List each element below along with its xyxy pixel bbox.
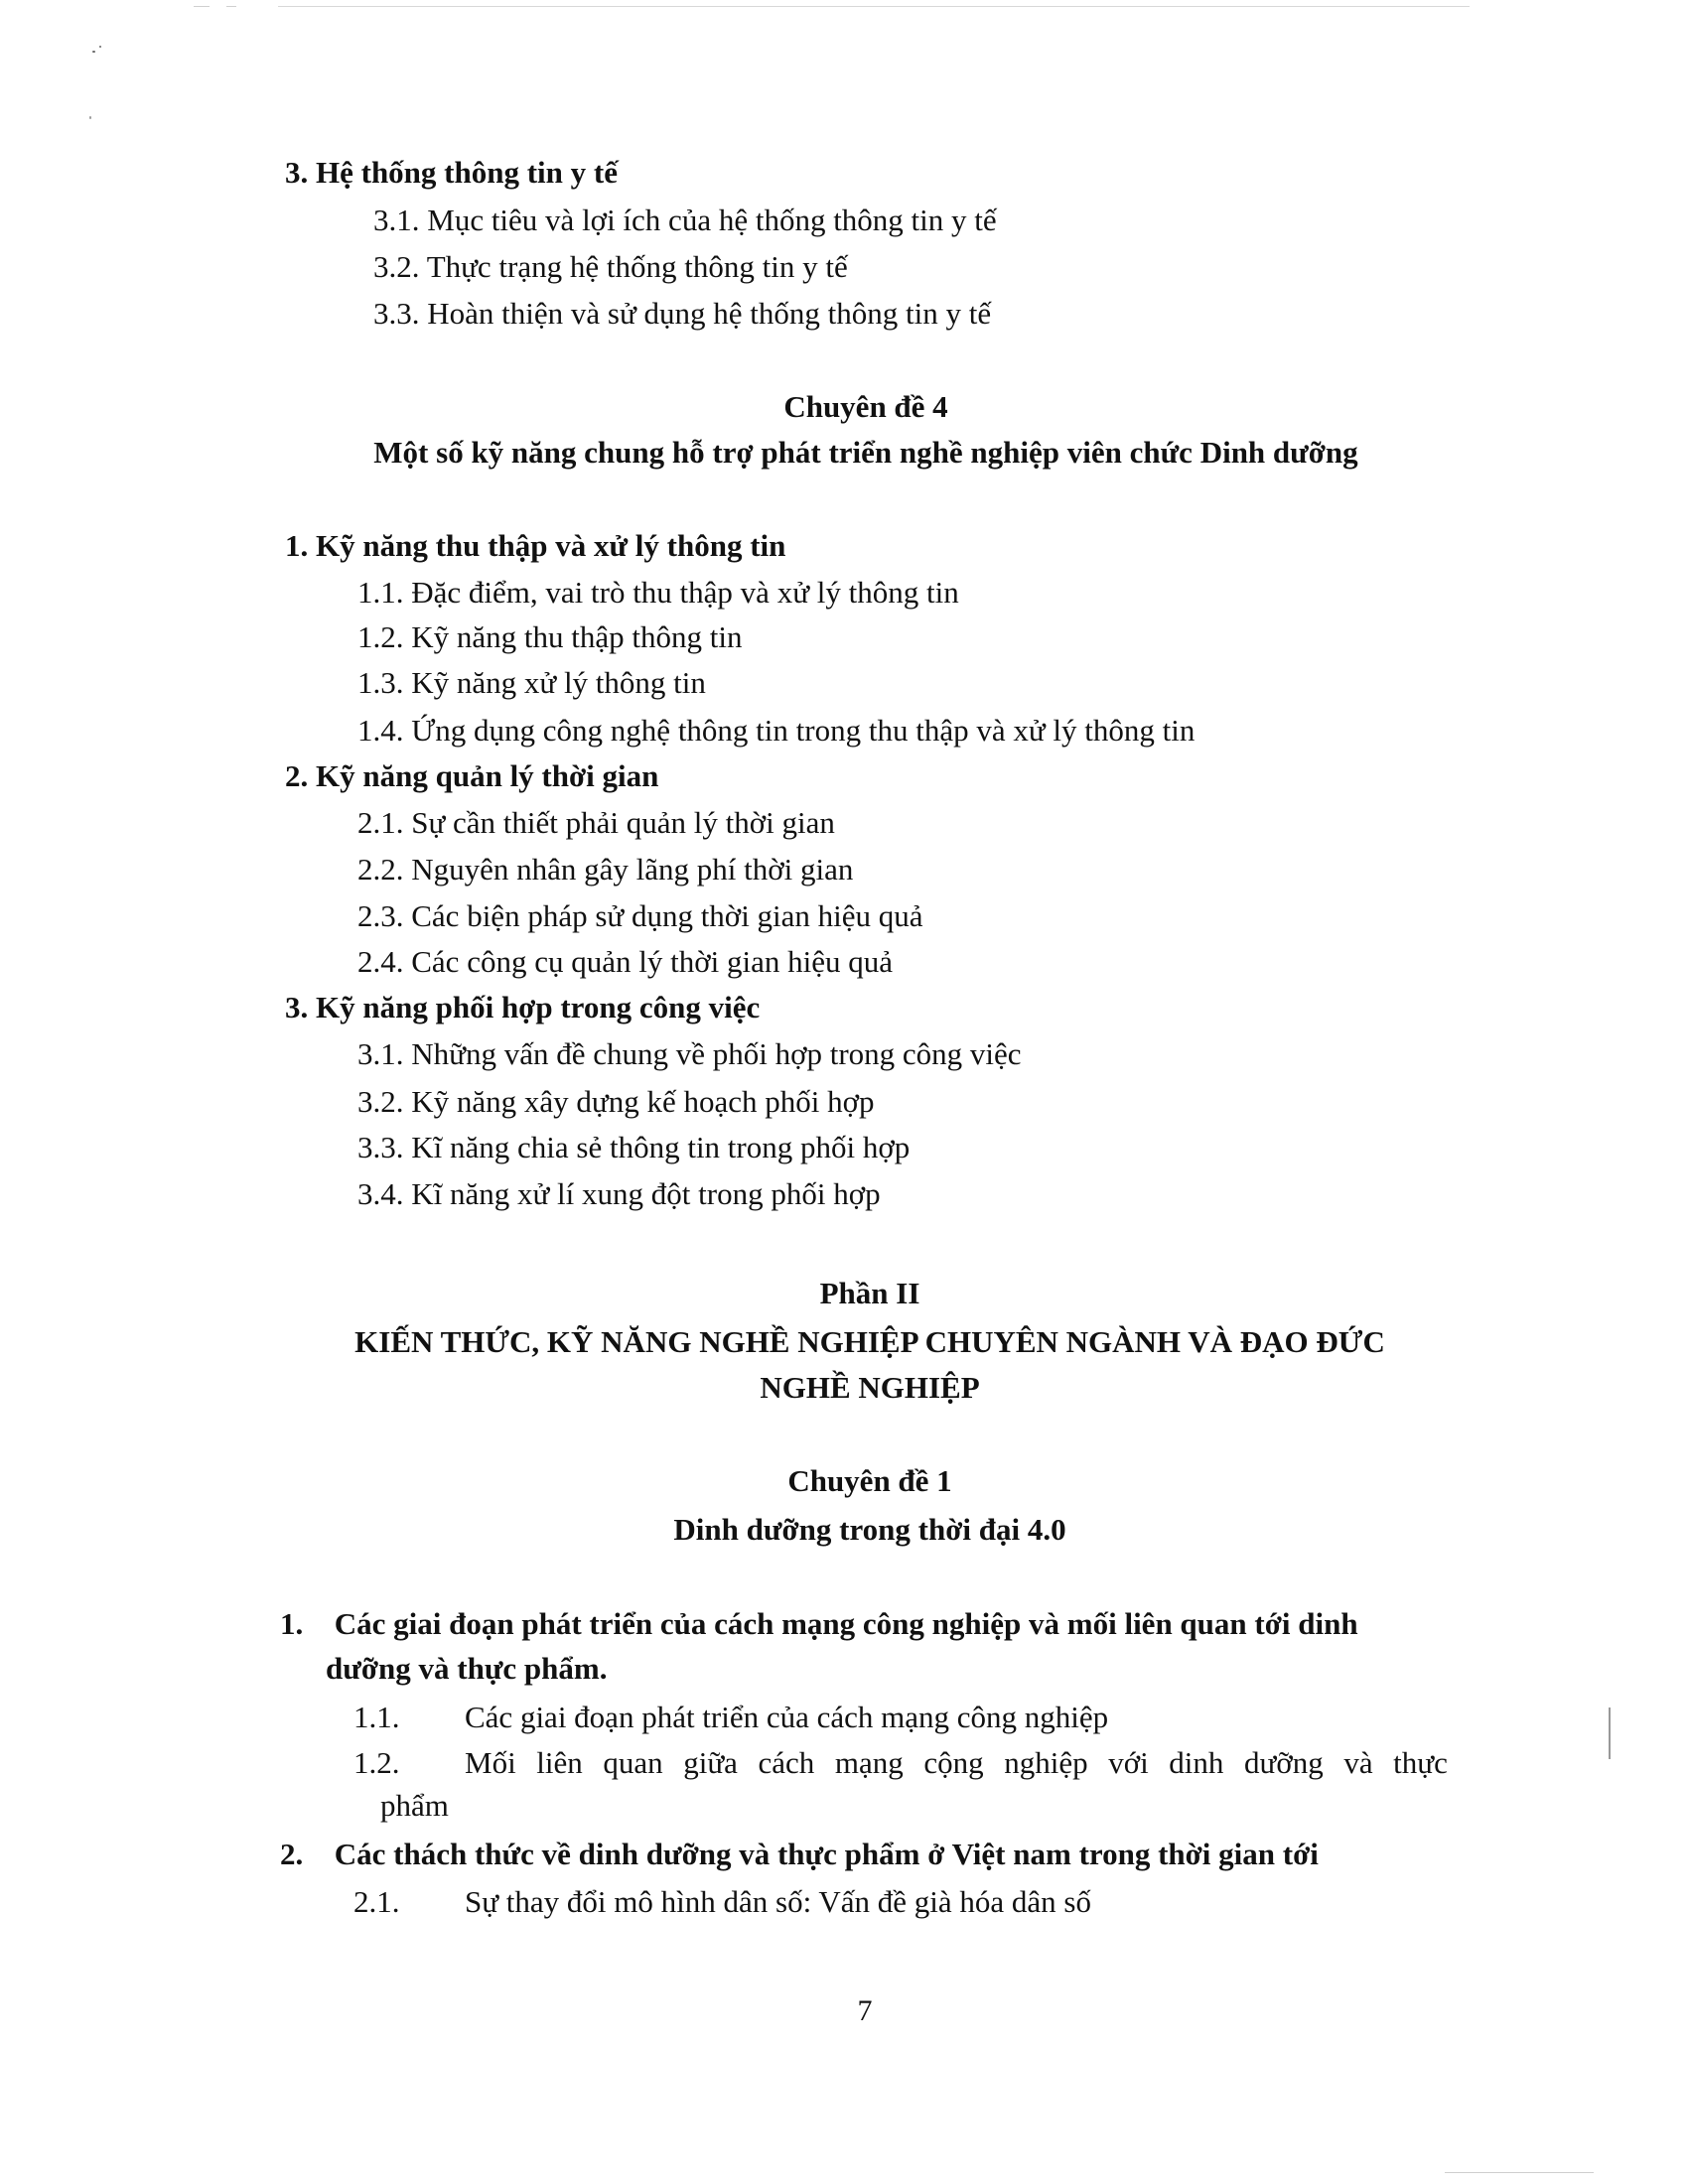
- list-item-justified-text: [465, 1745, 1448, 1781]
- item-number: 2.1.: [353, 1884, 400, 1919]
- scan-speck: [89, 116, 91, 119]
- list-item: [353, 1700, 1108, 1735]
- scan-edge: [1609, 1707, 1611, 1759]
- section-heading: 3. Kỹ năng phối hợp trong công việc: [285, 990, 761, 1024]
- word: liên: [536, 1745, 583, 1780]
- list-item: 3.1. Mục tiêu và lợi ích của hệ thống thông tin y tế: [373, 203, 997, 237]
- section-heading: [280, 1837, 1319, 1872]
- list-item: 3.2. Thực trạng hệ thống thông tin y tế: [373, 249, 848, 284]
- word: thực: [1393, 1745, 1448, 1780]
- section-number: 1.: [280, 1606, 304, 1641]
- list-item: 1.4. Ứng dụng công nghệ thông tin trong thu thập và xử lý thông tin: [357, 713, 1196, 748]
- item-number: 1.2.: [353, 1745, 400, 1780]
- word: với: [1108, 1745, 1149, 1780]
- item-number: 1.1.: [353, 1700, 400, 1734]
- scan-edge: [1445, 2172, 1594, 2173]
- scan-speck: [92, 51, 95, 53]
- part-title-line1: KIẾN THỨC, KỸ NĂNG NGHỀ NGHIỆP CHUYÊN NGÀNH VÀ ĐẠO ĐỨC: [354, 1324, 1385, 1359]
- word: quan: [603, 1745, 663, 1780]
- list-item: 1.1. Đặc điểm, vai trò thu thập và xử lý thông tin: [357, 575, 959, 610]
- topic-title: Dinh dưỡng trong thời đại 4.0: [673, 1512, 1066, 1547]
- section-heading-text: Các thách thức về dinh dưỡng và thực phẩm ở Việt nam trong thời gian tới: [334, 1837, 1319, 1871]
- list-item: 3.4. Kĩ năng xử lí xung đột trong phối hợp: [357, 1176, 881, 1211]
- section-heading: 1. Kỹ năng thu thập và xử lý thông tin: [285, 528, 786, 563]
- word: dinh: [1169, 1745, 1224, 1780]
- word: cách: [758, 1745, 815, 1780]
- section-heading-text: Các giai đoạn phát triển của cách mạng công nghiệp và mối liên quan tới dinh: [334, 1606, 1358, 1641]
- section-number: 2.: [280, 1837, 304, 1871]
- list-item: 3.1. Những vấn đề chung về phối hợp trong công việc: [357, 1036, 1022, 1071]
- topic-title: Một số kỹ năng chung hỗ trợ phát triển nghề nghiệp viên chức Dinh dưỡng: [373, 435, 1358, 470]
- list-item: 1.3. Kỹ năng xử lý thông tin: [357, 665, 706, 700]
- topic-label: Chuyên đề 1: [787, 1463, 952, 1498]
- section-heading: 3. Hệ thống thông tin y tế: [285, 155, 618, 190]
- list-item: 2.2. Nguyên nhân gây lãng phí thời gian: [357, 852, 854, 887]
- word: dưỡng: [1244, 1745, 1324, 1780]
- list-item: 2.3. Các biện pháp sử dụng thời gian hiệu quả: [357, 898, 923, 933]
- section-heading: [280, 1606, 1358, 1642]
- section-heading: 2. Kỹ năng quản lý thời gian: [285, 758, 659, 793]
- word: và: [1343, 1745, 1373, 1780]
- topic-label: Chuyên đề 4: [783, 389, 948, 424]
- word: mạng: [834, 1745, 904, 1780]
- word: nghiệp: [1004, 1745, 1088, 1780]
- scan-speck: [99, 46, 101, 48]
- list-item: 3.2. Kỹ năng xây dựng kế hoạch phối hợp: [357, 1084, 875, 1119]
- list-item: 3.3. Kĩ năng chia sẻ thông tin trong phối hợp: [357, 1130, 911, 1164]
- scan-edge: [278, 6, 1470, 7]
- part-label: Phần II: [819, 1276, 920, 1310]
- item-text: Các giai đoạn phát triển của cách mạng công nghiệp: [465, 1700, 1109, 1734]
- scan-mark: [226, 6, 236, 7]
- page-number: 7: [857, 1994, 873, 2027]
- list-item-continuation: phẩm: [380, 1788, 449, 1823]
- word: giữa: [683, 1745, 738, 1780]
- list-item: 1.2. Kỹ năng thu thập thông tin: [357, 619, 743, 654]
- list-item: 2.1. Sự cần thiết phải quản lý thời gian: [357, 805, 835, 840]
- list-item: [353, 1884, 1091, 1920]
- word: cộng: [923, 1745, 984, 1780]
- part-title-line2: NGHỀ NGHIỆP: [760, 1370, 980, 1405]
- item-text: Sự thay đổi mô hình dân số: Vấn đề già hóa dân số: [465, 1884, 1091, 1919]
- section-heading-continuation: dưỡng và thực phẩm.: [326, 1651, 608, 1686]
- scan-mark: [194, 6, 210, 7]
- list-item: 3.3. Hoàn thiện và sử dụng hệ thống thông tin y tế: [373, 296, 992, 331]
- list-item: [353, 1745, 465, 1781]
- word: Mối: [465, 1745, 516, 1780]
- list-item: 2.4. Các công cụ quản lý thời gian hiệu quả: [357, 944, 893, 979]
